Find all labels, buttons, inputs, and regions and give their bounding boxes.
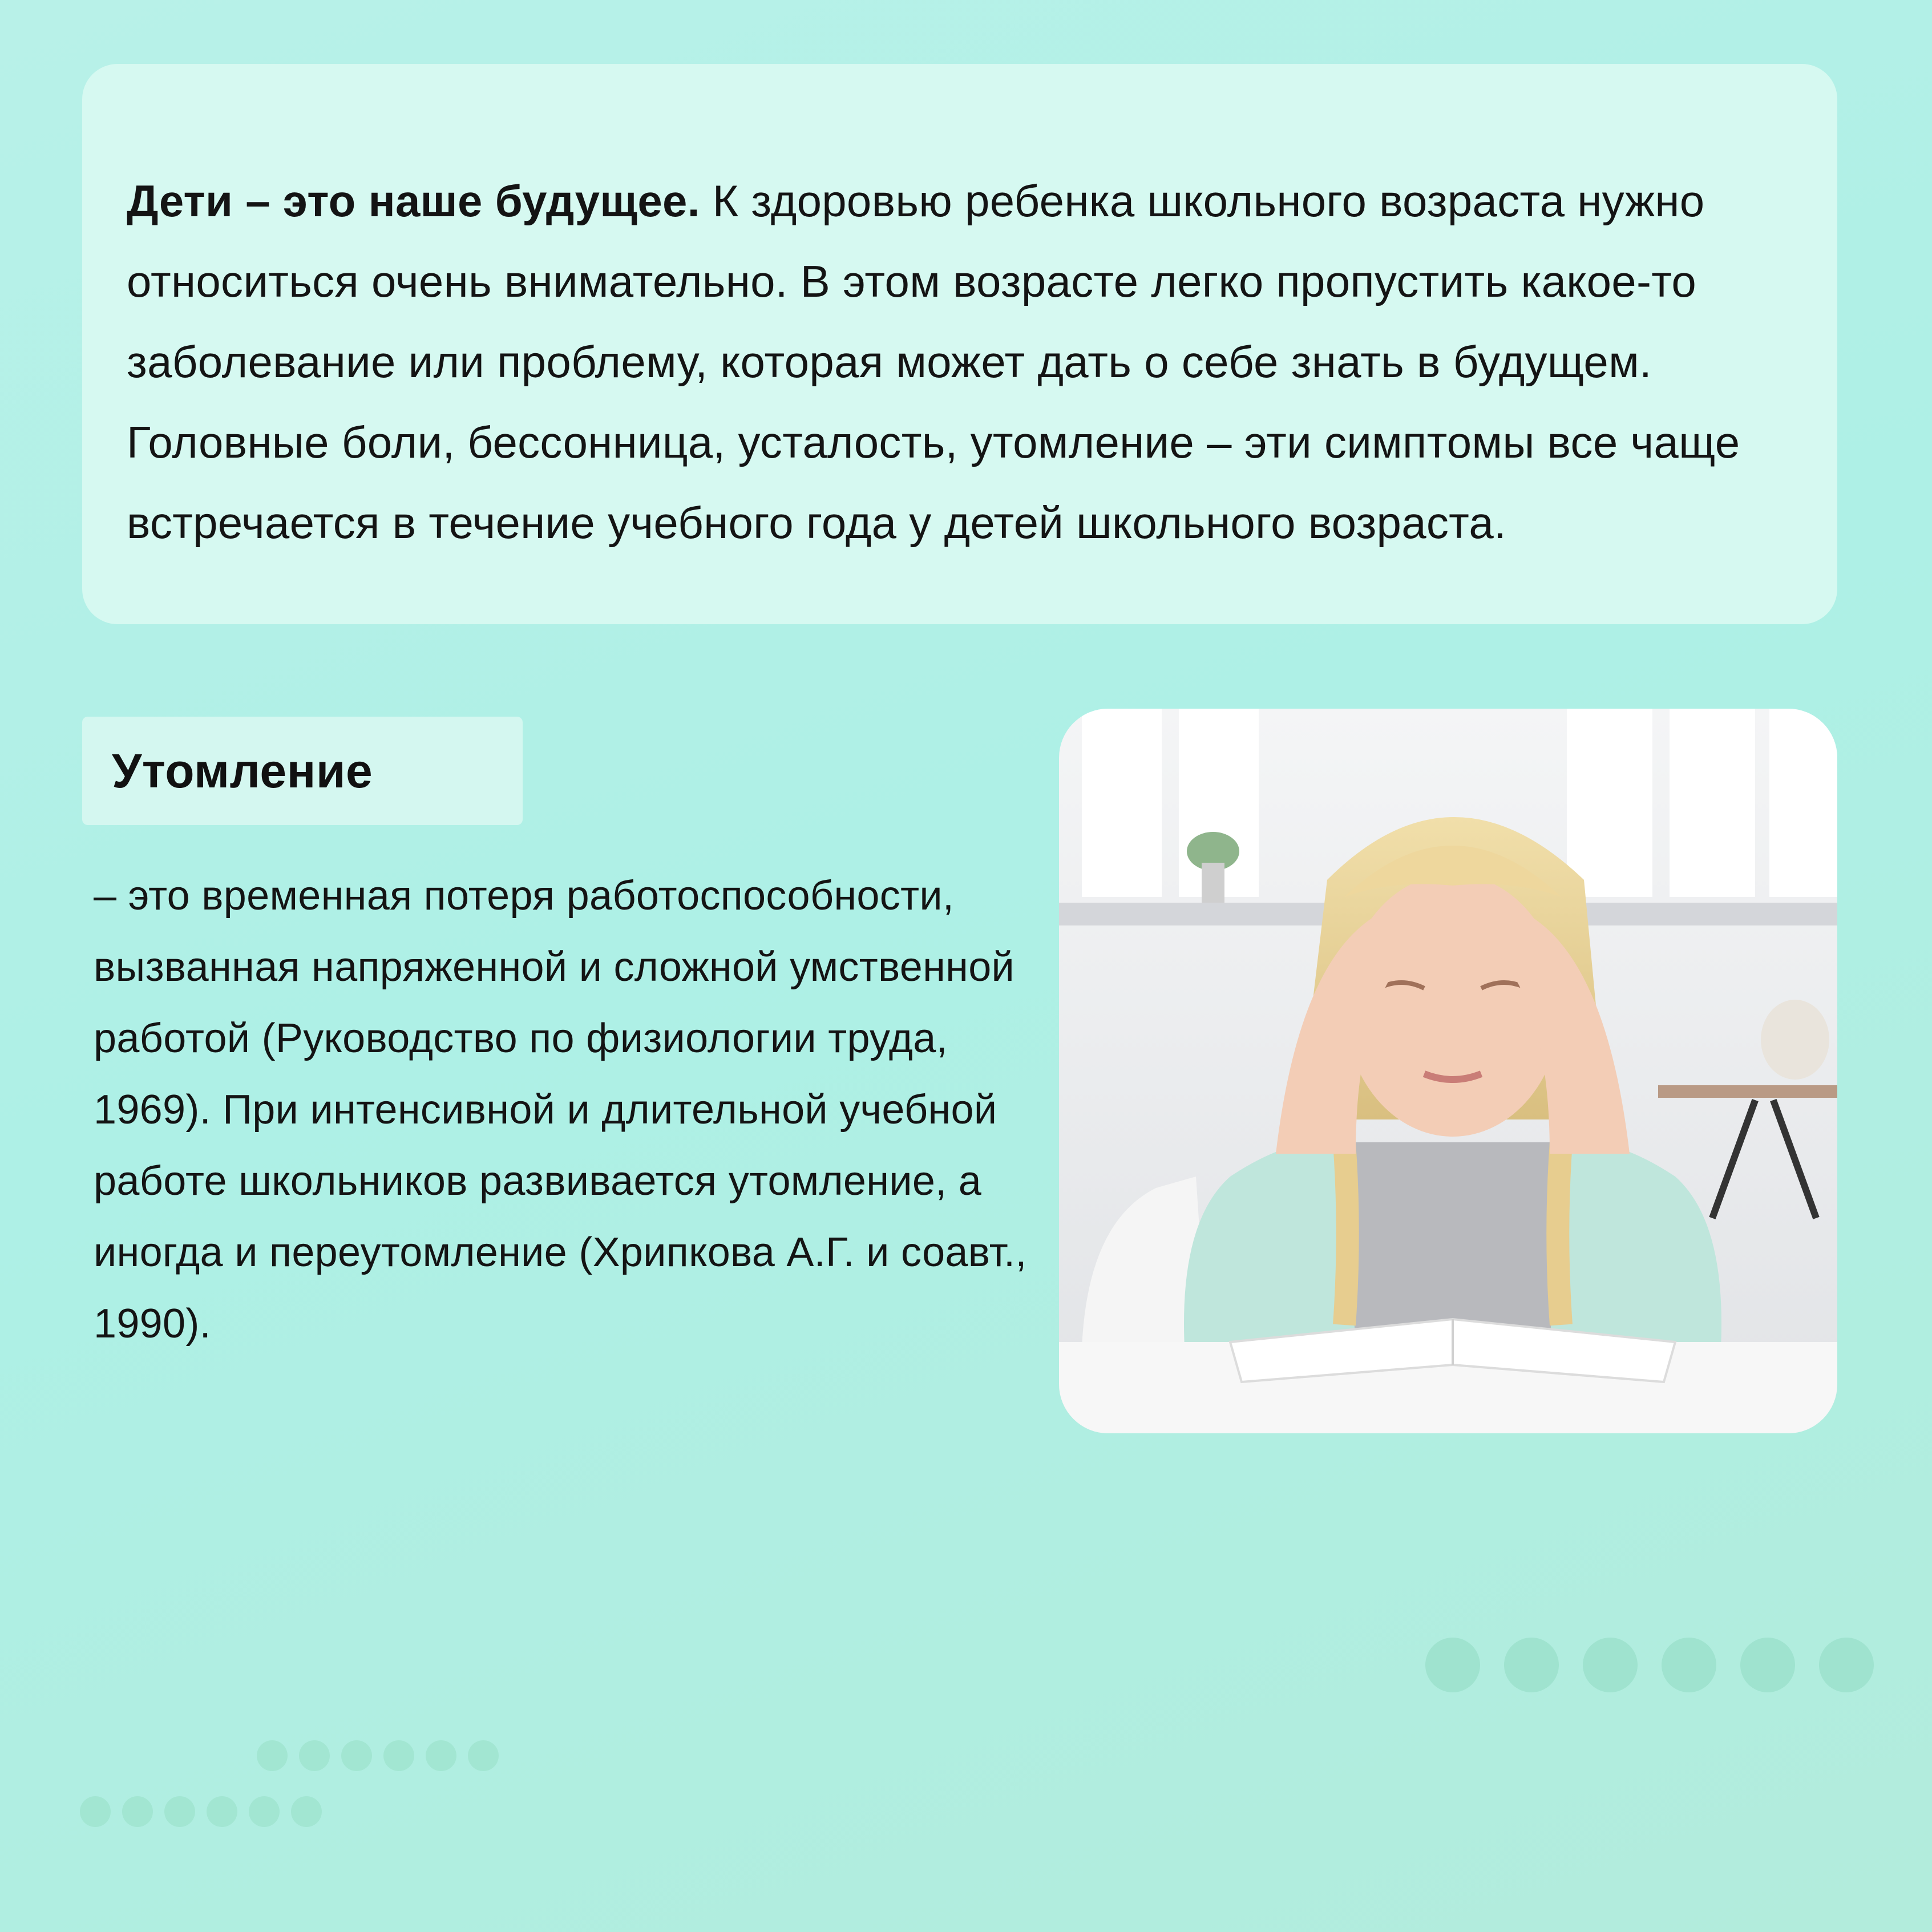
decor-dot — [1662, 1638, 1716, 1692]
decor-dot — [299, 1740, 330, 1771]
decor-dot — [1740, 1638, 1795, 1692]
decor-dot — [257, 1740, 288, 1771]
decor-dot — [1504, 1638, 1559, 1692]
intro-body: К здоровью ребенка школьного возраста нужно относиться очень внимательно. В этом возрасте легко пропустить какое-то заболевание или проблему, которая может дать о себе знать в будущем. Головные боли, бессонница, усталость, утомление – эти симптомы все чаще встречается в течение учебного года у детей школьного возраста. — [127, 176, 1740, 548]
intro-paragraph — [127, 161, 1793, 563]
decor-dot — [164, 1796, 195, 1827]
decor-dot — [207, 1796, 237, 1827]
decor-dot — [383, 1740, 414, 1771]
decor-dot — [291, 1796, 322, 1827]
decor-dot — [122, 1796, 153, 1827]
section-title: Утомление — [112, 743, 373, 798]
decor-dot — [468, 1740, 499, 1771]
decor-dot — [80, 1796, 111, 1827]
section-title-box — [82, 717, 523, 825]
intro-card — [82, 64, 1837, 624]
decor-dot — [341, 1740, 372, 1771]
decor-dot — [249, 1796, 280, 1827]
decor-dot — [1425, 1638, 1480, 1692]
intro-lead: Дети – это наше будущее. — [127, 176, 700, 226]
definition-text: – это временная потеря работоспособности, вызванная напряженной и сложной умственной работой (Руководство по физиологии труда, 1969). При интенсивной и длительной учебной работе школьников развивается утомление, а иногда и переутомление (Хрипкова А.Г. и соавт., 1990). — [94, 873, 1027, 1347]
decor-dot — [1819, 1638, 1874, 1692]
decor-dot — [426, 1740, 456, 1771]
girl-headache-photo — [1059, 709, 1837, 1433]
decor-dot — [1583, 1638, 1638, 1692]
